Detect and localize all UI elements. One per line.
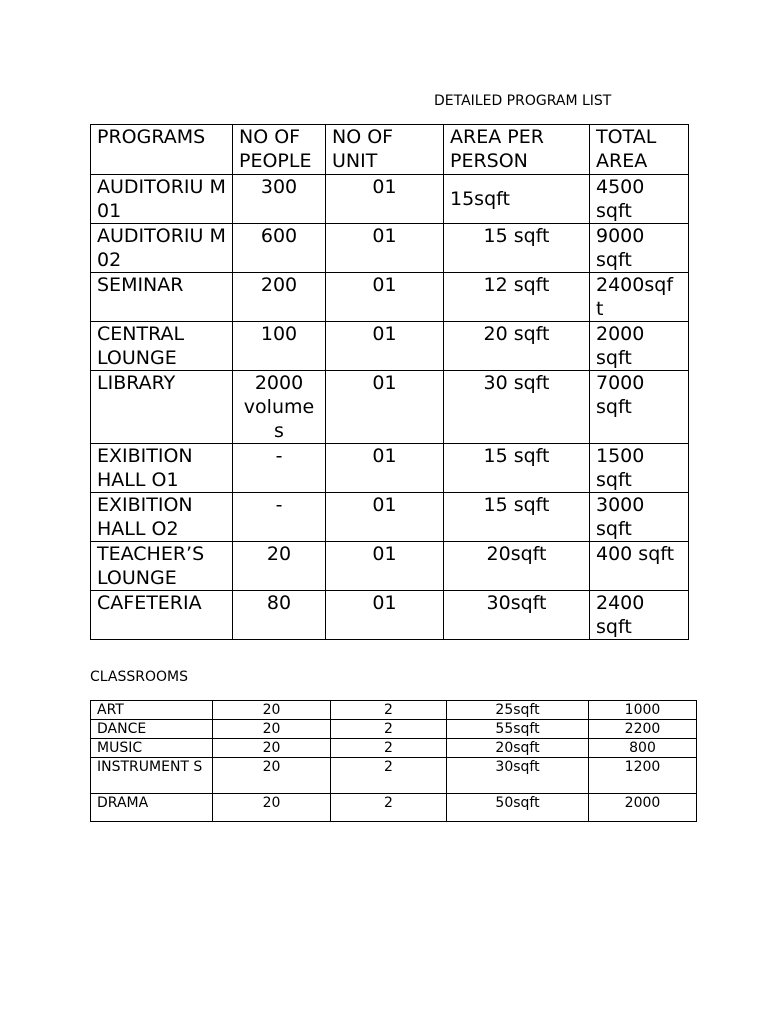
program-area-per-person: 20 sqft	[444, 322, 590, 371]
program-unit: 01	[326, 175, 444, 224]
program-name: LIBRARY	[91, 371, 233, 444]
classroom-people: 20	[213, 701, 331, 720]
classroom-total-area: 2200	[589, 720, 697, 739]
program-total-area: 9000 sqft	[590, 224, 689, 273]
program-name: TEACHER’S LOUNGE	[91, 542, 233, 591]
table-row	[91, 720, 697, 739]
table-row	[91, 591, 689, 640]
header-total-area: TOTAL AREA	[590, 125, 689, 175]
program-name: AUDITORIU M 02	[91, 224, 233, 273]
classrooms-table	[90, 700, 697, 822]
classroom-unit: 2	[331, 758, 447, 794]
program-people: -	[233, 493, 326, 542]
classrooms-title: CLASSROOMS	[90, 669, 188, 685]
classroom-people: 20	[213, 720, 331, 739]
program-total-area: 2400 sqft	[590, 591, 689, 640]
table-header-row	[91, 125, 689, 175]
header-area-per-person: AREA PER PERSON	[444, 125, 590, 175]
table-row	[91, 444, 689, 493]
classroom-total-area: 1000	[589, 701, 697, 720]
program-area-per-person: 12 sqft	[444, 273, 590, 322]
program-name: CENTRAL LOUNGE	[91, 322, 233, 371]
program-unit: 01	[326, 542, 444, 591]
program-people: 20	[233, 542, 326, 591]
classroom-name: DRAMA	[91, 794, 213, 822]
page-title: DETAILED PROGRAM LIST	[434, 93, 612, 109]
table-row	[91, 322, 689, 371]
table-row	[91, 794, 697, 822]
program-unit: 01	[326, 493, 444, 542]
program-total-area: 2400sqf t	[590, 273, 689, 322]
program-people: 100	[233, 322, 326, 371]
program-name: AUDITORIU M 01	[91, 175, 233, 224]
classroom-area-per-person: 20sqft	[447, 739, 589, 758]
program-area-per-person: 15 sqft	[444, 493, 590, 542]
program-total-area: 3000 sqft	[590, 493, 689, 542]
classroom-unit: 2	[331, 720, 447, 739]
classroom-name: MUSIC	[91, 739, 213, 758]
program-people: -	[233, 444, 326, 493]
program-people: 300	[233, 175, 326, 224]
program-unit: 01	[326, 322, 444, 371]
program-area-per-person: 15 sqft	[444, 444, 590, 493]
program-people: 2000 volume s	[233, 371, 326, 444]
header-programs: PROGRAMS	[91, 125, 233, 175]
classroom-people: 20	[213, 739, 331, 758]
table-row	[91, 701, 697, 720]
program-area-per-person: 30 sqft	[444, 371, 590, 444]
table-row	[91, 739, 697, 758]
table-row	[91, 542, 689, 591]
header-no-of-unit: NO OF UNIT	[326, 125, 444, 175]
program-total-area: 7000 sqft	[590, 371, 689, 444]
classroom-area-per-person: 55sqft	[447, 720, 589, 739]
program-people: 80	[233, 591, 326, 640]
classroom-unit: 2	[331, 701, 447, 720]
classroom-name: INSTRUMENT S	[91, 758, 213, 794]
program-area-per-person: 15 sqft	[444, 224, 590, 273]
program-name: EXIBITION HALL O2	[91, 493, 233, 542]
program-unit: 01	[326, 224, 444, 273]
program-name: CAFETERIA	[91, 591, 233, 640]
program-unit: 01	[326, 371, 444, 444]
table-row	[91, 273, 689, 322]
classroom-area-per-person: 30sqft	[447, 758, 589, 794]
program-people: 200	[233, 273, 326, 322]
classroom-people: 20	[213, 758, 331, 794]
table-row	[91, 224, 689, 273]
classroom-unit: 2	[331, 794, 447, 822]
program-name: SEMINAR	[91, 273, 233, 322]
classroom-total-area: 2000	[589, 794, 697, 822]
table-row	[91, 175, 689, 224]
program-total-area: 2000 sqft	[590, 322, 689, 371]
program-table	[90, 124, 689, 640]
program-total-area: 1500 sqft	[590, 444, 689, 493]
program-area-per-person: 30sqft	[444, 591, 590, 640]
program-total-area: 400 sqft	[590, 542, 689, 591]
program-unit: 01	[326, 273, 444, 322]
table-row	[91, 493, 689, 542]
classroom-area-per-person: 50sqft	[447, 794, 589, 822]
classroom-total-area: 1200	[589, 758, 697, 794]
classroom-unit: 2	[331, 739, 447, 758]
program-unit: 01	[326, 444, 444, 493]
table-row	[91, 371, 689, 444]
program-people: 600	[233, 224, 326, 273]
header-no-of-people: NO OF PEOPLE	[233, 125, 326, 175]
program-unit: 01	[326, 591, 444, 640]
classroom-area-per-person: 25sqft	[447, 701, 589, 720]
program-area-per-person: 15sqft	[444, 175, 590, 224]
classroom-name: ART	[91, 701, 213, 720]
table-row	[91, 758, 697, 794]
classroom-name: DANCE	[91, 720, 213, 739]
program-area-per-person: 20sqft	[444, 542, 590, 591]
program-total-area: 4500 sqft	[590, 175, 689, 224]
classroom-people: 20	[213, 794, 331, 822]
program-name: EXIBITION HALL O1	[91, 444, 233, 493]
classroom-total-area: 800	[589, 739, 697, 758]
